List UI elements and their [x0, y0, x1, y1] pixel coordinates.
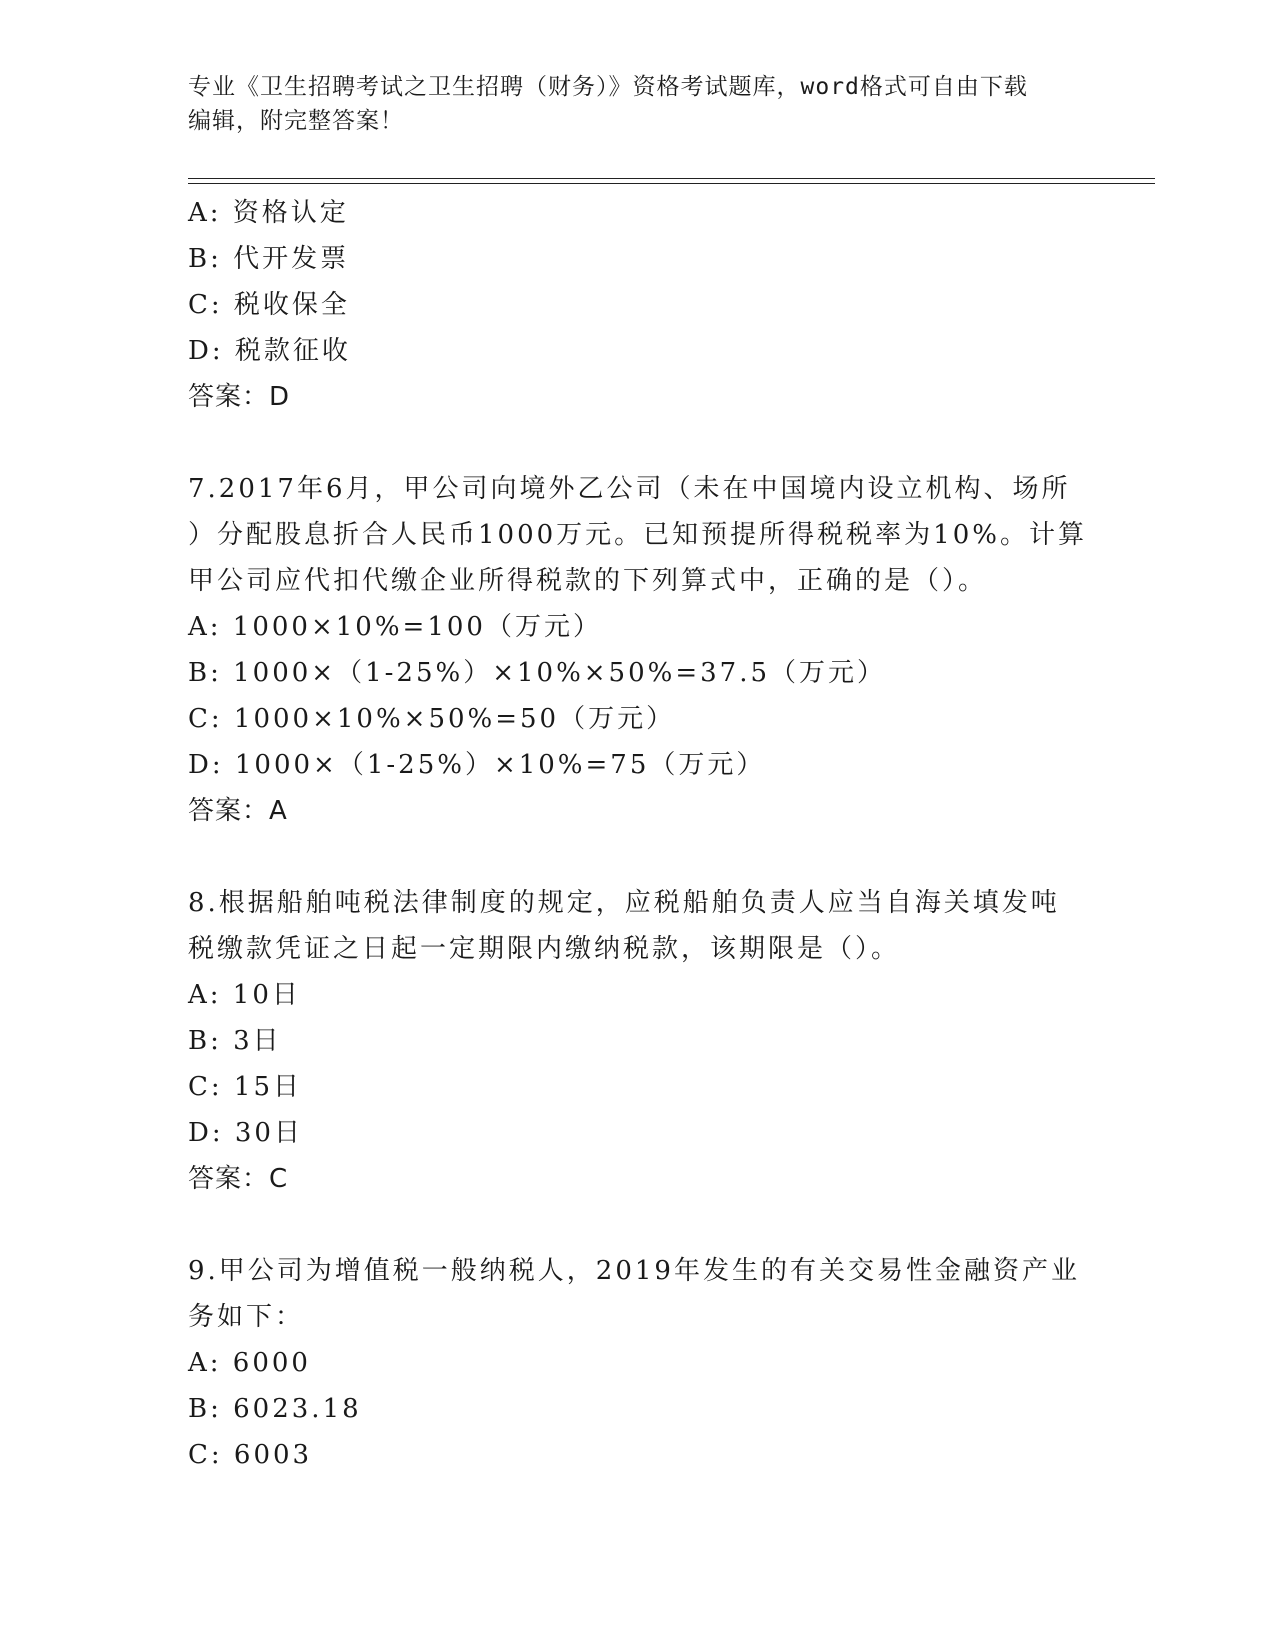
question-7-block: [188, 466, 1088, 834]
question-8-block: [188, 880, 1088, 1202]
option-d: D: 30日: [188, 1118, 303, 1148]
option-a: A: 1000×10%=100（万元）: [188, 612, 602, 642]
option-d: D: 税款征收: [188, 336, 351, 366]
question-7-text: [188, 466, 1088, 604]
question-9-block: [188, 1248, 1088, 1478]
question-text-line: 务如下：: [188, 1302, 305, 1332]
document-header: [188, 70, 1088, 138]
option-d: D: 1000×（1-25%）×10%=75（万元）: [188, 750, 766, 780]
question-text-line: 7.2017年6月，甲公司向境外乙公司（未在中国境内设立机构、场所: [188, 474, 1071, 504]
spacer: [188, 834, 1088, 880]
header-line-1: 专业《卫生招聘考试之卫生招聘（财务）》资格考试题库，word格式可自由下载: [188, 74, 1028, 100]
answer-line: 答案：D: [188, 382, 291, 412]
header-divider-top: [188, 178, 1155, 179]
question-9-text: [188, 1248, 1088, 1340]
option-c: C: 15日: [188, 1072, 303, 1102]
question-text-line: 税缴款凭证之日起一定期限内缴纳税款，该期限是（）。: [188, 934, 901, 964]
question-content: [188, 190, 1088, 1478]
option-a: A: 6000: [188, 1348, 311, 1378]
option-c: C: 1000×10%×50%=50（万元）: [188, 704, 676, 734]
question-text-line: 8.根据船舶吨税法律制度的规定，应税船舶负责人应当自海关填发吨: [188, 888, 1060, 918]
answer-line: 答案：A: [188, 796, 288, 826]
option-a: A: 10日: [188, 980, 301, 1010]
spacer: [188, 1202, 1088, 1248]
question-8-text: [188, 880, 1088, 972]
option-b: B: 代开发票: [188, 244, 350, 274]
question-text-line: ）分配股息折合人民币1000万元。已知预提所得税税率为10%。计算: [188, 520, 1087, 550]
question-6-block: [188, 190, 1088, 420]
option-b: B: 3日: [188, 1026, 282, 1056]
header-line-2: 编辑，附完整答案！: [188, 108, 404, 134]
header-divider-bottom: [188, 183, 1155, 184]
option-c: C: 6003: [188, 1440, 313, 1470]
answer-line: 答案：C: [188, 1164, 289, 1194]
option-a: A: 资格认定: [188, 198, 349, 228]
question-text-line: 甲公司应代扣代缴企业所得税款的下列算式中，正确的是（）。: [188, 566, 988, 596]
spacer: [188, 420, 1088, 466]
option-c: C: 税收保全: [188, 290, 350, 320]
option-b: B: 6023.18: [188, 1394, 362, 1424]
question-text-line: 9.甲公司为增值税一般纳税人，2019年发生的有关交易性金融资产业: [188, 1256, 1080, 1286]
option-b: B: 1000×（1-25%）×10%×50%=37.5（万元）: [188, 658, 887, 688]
